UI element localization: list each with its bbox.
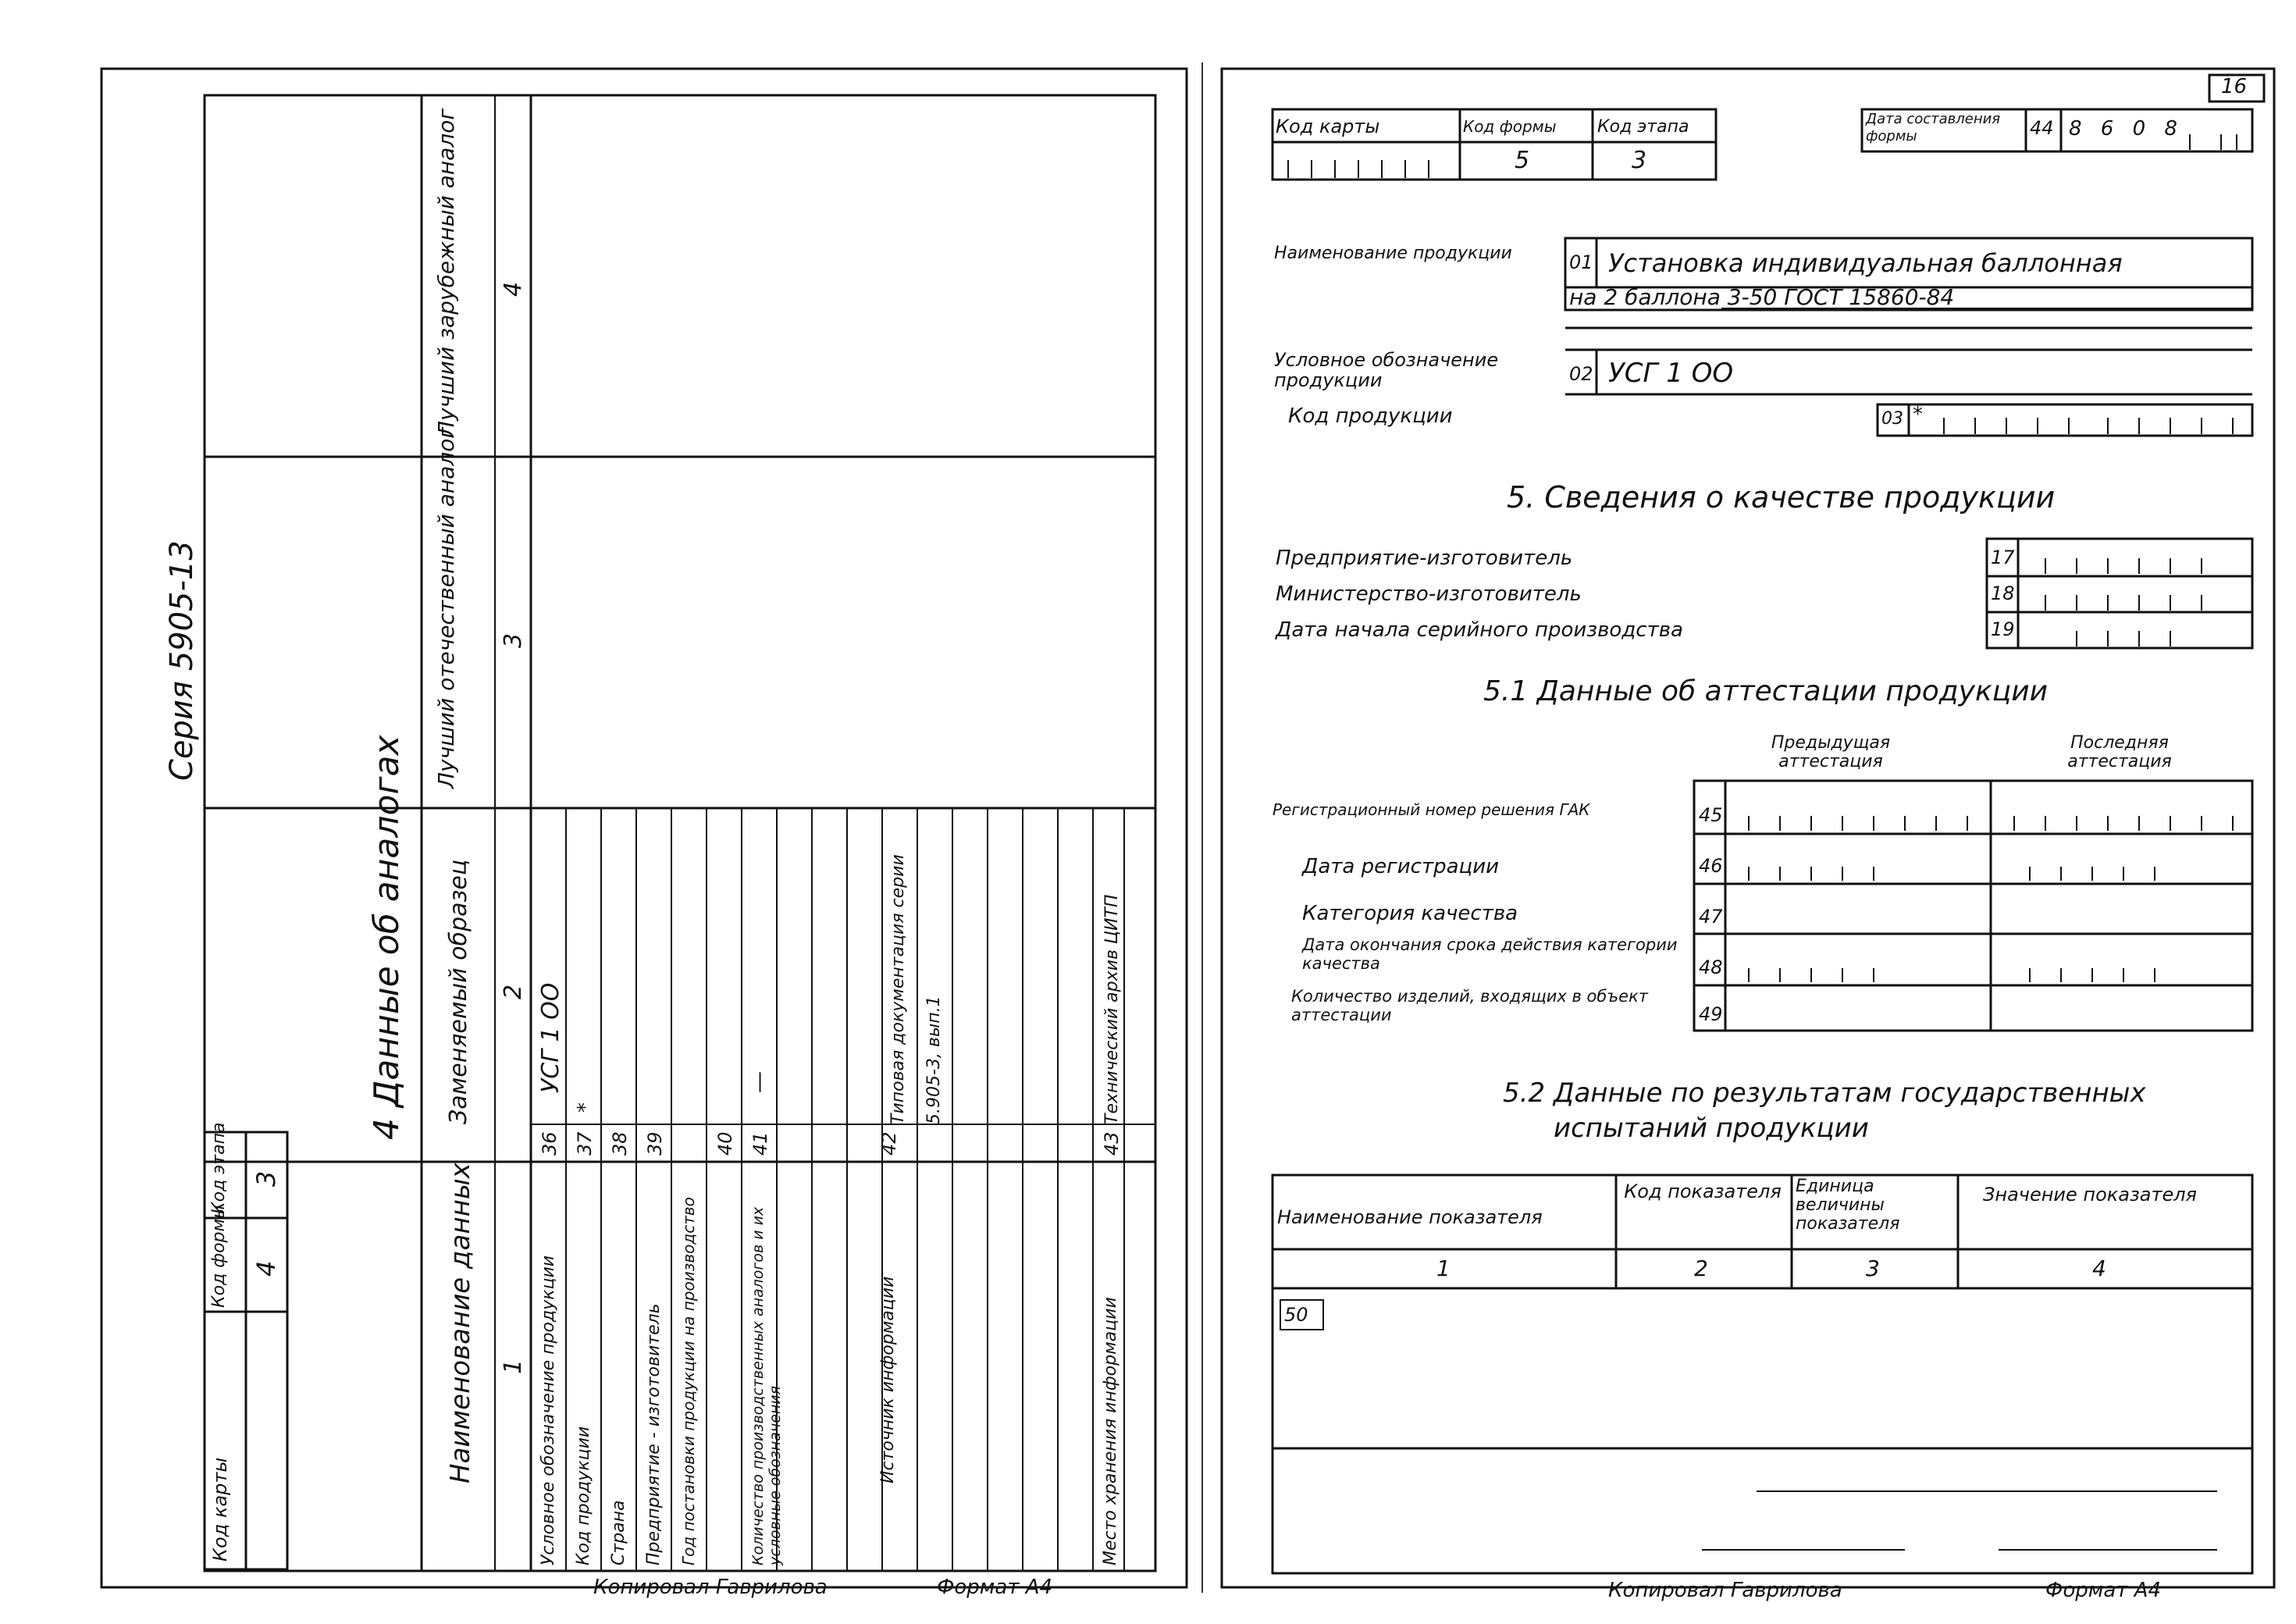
- row-label-43: Место хранения информации: [1101, 1297, 1120, 1565]
- row-code-39: 39: [644, 1131, 666, 1156]
- quality-code-17: 17: [1991, 547, 2015, 568]
- results-num-1: 1: [1436, 1255, 1451, 1281]
- left-footer-copied: Копировал Гаврилова: [593, 1576, 828, 1599]
- row-code-42: 42: [878, 1131, 900, 1156]
- row-code-37: 37: [574, 1131, 596, 1156]
- results-num-3: 3: [1866, 1255, 1880, 1281]
- row-label-39: Предприятие - изготовитель: [644, 1303, 664, 1565]
- attestation-label-48: Дата окончания срока действия категории качества: [1302, 935, 1678, 973]
- left-form-code-label: Код формы: [209, 1205, 229, 1308]
- left-footer-format: Формат А4: [937, 1576, 1053, 1599]
- attestation-code-46: 46: [1699, 855, 1723, 877]
- row-label-42: Источник информации: [878, 1276, 898, 1483]
- attestation-code-47: 47: [1699, 906, 1723, 928]
- attestation-label-46: Дата регистрации: [1302, 855, 1500, 878]
- section-5-2-title-line1: 5.2 Данные по результатам государственных: [1503, 1077, 2146, 1109]
- designation-value: УСГ 1 ОО: [1608, 358, 1734, 389]
- row-code-38: 38: [609, 1131, 631, 1156]
- quality-label-18: Министерство-изготовитель: [1276, 582, 1582, 606]
- results-num-4: 4: [2092, 1255, 2106, 1281]
- row-value-41: —: [746, 1071, 771, 1093]
- row-label-38: Страна: [609, 1500, 628, 1565]
- row-code-43: 43: [1101, 1131, 1123, 1156]
- quality-code-18: 18: [1991, 582, 2015, 604]
- right-footer-copied: Копировал Гаврилова: [1608, 1579, 1842, 1602]
- row-value-37: *: [574, 1102, 597, 1113]
- results-row-code: 50: [1284, 1304, 1308, 1326]
- section-5-2-title-line2: испытаний продукции: [1554, 1113, 1869, 1144]
- results-col-4: Значение показателя: [1983, 1184, 2197, 1206]
- product-code-code: 03: [1881, 409, 1903, 429]
- results-col-1: Наименование показателя: [1277, 1206, 1543, 1228]
- col-num-3: 3: [500, 632, 527, 648]
- quality-label-19: Дата начала серийного производства: [1276, 618, 1683, 642]
- section-5-title: 5. Сведения о качестве продукции: [1507, 480, 2056, 515]
- attestation-label-49: Количество изделий, входящих в объект аттестации: [1291, 987, 1649, 1024]
- row-value-42: Типовая документация серии 5.905-3, вып.1: [888, 854, 944, 1124]
- row-code-36: 36: [539, 1131, 561, 1156]
- product-code-value: *: [1913, 403, 1923, 426]
- left-card-code-label: Код карты: [209, 1457, 231, 1562]
- section-4-title: 4 Данные об аналогах: [367, 735, 407, 1140]
- row-label-41: Количество производственных аналогов и их условные обозначения: [749, 1206, 784, 1565]
- row-code-41: 41: [749, 1131, 771, 1156]
- date-value: 8 6 0 8: [2069, 117, 2184, 141]
- results-num-2: 2: [1694, 1255, 1708, 1281]
- col-header-3: Лучший отечественный аналог: [433, 426, 459, 789]
- product-name-label: Наименование продукции: [1274, 244, 1512, 263]
- date-code: 44: [2030, 117, 2054, 139]
- row-value-36: УСГ 1 ОО: [537, 982, 564, 1093]
- row-label-40: Год постановки продукции на производство: [679, 1197, 698, 1565]
- row-value-43: Технический архив ЦИТП: [1102, 894, 1122, 1124]
- designation-code: 02: [1569, 363, 1593, 385]
- attestation-label-47: Категория качества: [1302, 902, 1518, 925]
- col-header-1: Наименование данных: [445, 1163, 476, 1483]
- right-form-code-label: Код формы: [1463, 117, 1557, 136]
- designation-label: Условное обозначение продукции: [1274, 349, 1499, 391]
- col-num-4: 4: [500, 281, 527, 297]
- date-label: Дата составления формы: [1866, 111, 2001, 144]
- attestation-label-45: Регистрационный номер решения ГАК: [1273, 800, 1590, 819]
- series-label: Серия 5905-13: [164, 540, 200, 781]
- attestation-code-45: 45: [1699, 804, 1723, 826]
- right-card-code-label: Код карты: [1276, 116, 1380, 137]
- col-header-2: Заменяемый образец: [445, 859, 472, 1124]
- right-form-code-value: 5: [1515, 147, 1530, 174]
- row-code-40: 40: [714, 1131, 736, 1156]
- right-footer-format: Формат А4: [2045, 1579, 2162, 1602]
- quality-label-17: Предприятие-изготовитель: [1276, 547, 1573, 570]
- col-header-4: Лучший зарубежный аналог: [433, 108, 459, 437]
- quality-code-19: 19: [1991, 618, 2015, 640]
- col-num-2: 2: [500, 984, 527, 999]
- col-num-1: 1: [500, 1359, 527, 1374]
- product-name-line2: на 2 баллона 3-50 ГОСТ 15860-84: [1569, 284, 1955, 310]
- product-code-label: Код продукции: [1288, 404, 1453, 428]
- right-stage-code-value: 3: [1632, 147, 1647, 174]
- row-label-37: Код продукции: [574, 1426, 593, 1565]
- results-col-2: Код показателя: [1624, 1181, 1782, 1202]
- left-stage-code-label: Код этапа: [209, 1122, 229, 1214]
- right-stage-code-label: Код этапа: [1597, 117, 1689, 137]
- left-stage-code-value: 3: [251, 1170, 281, 1187]
- row-label-36: Условное обозначение продукции: [539, 1255, 558, 1565]
- sheet-number: 16: [2221, 75, 2248, 98]
- attestation-last-header: Последняя аттестация: [2067, 733, 2172, 771]
- left-form-code-value: 4: [251, 1260, 281, 1277]
- product-name-line1: Установка индивидуальная баллонная: [1608, 248, 2123, 278]
- attestation-prev-header: Предыдущая аттестация: [1771, 733, 1891, 771]
- section-5-1-title: 5.1 Данные об аттестации продукции: [1483, 675, 2049, 707]
- results-col-3: Единица величины показателя: [1796, 1177, 1900, 1234]
- product-name-code: 01: [1569, 251, 1593, 273]
- attestation-code-48: 48: [1699, 956, 1723, 978]
- attestation-code-49: 49: [1699, 1003, 1723, 1025]
